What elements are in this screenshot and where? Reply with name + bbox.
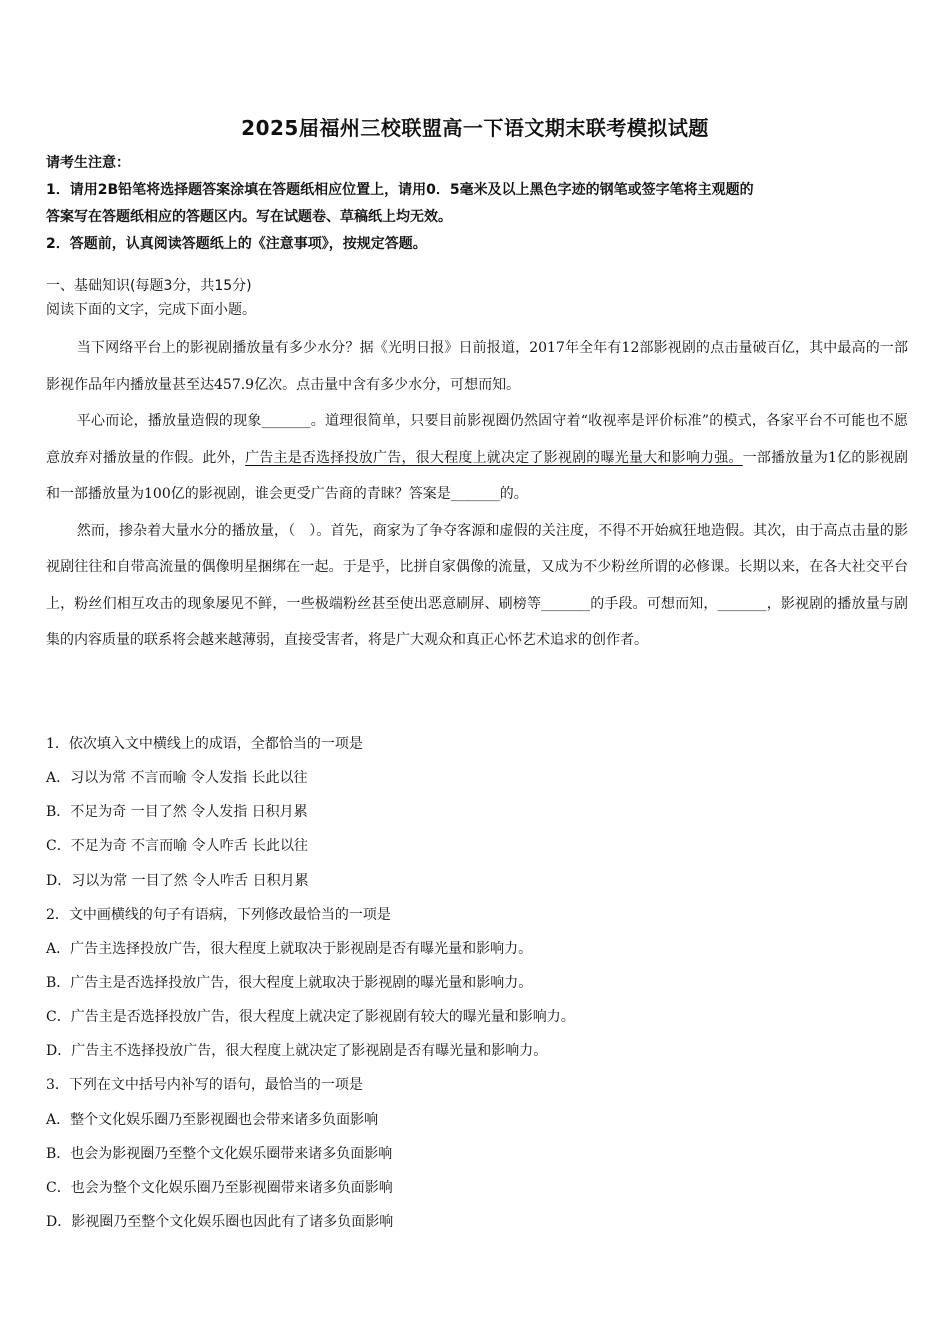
question-3-stem: 3．下列在文中括号内补写的语句，最恰当的一项是: [46, 1077, 363, 1094]
reading-passage: [46, 330, 908, 659]
passage-paragraph-2-part-b: 一部播放量为1亿的影视剧和一部播放量为100亿的影视剧，谁会更受广告商的青睐？答案是_______的。: [46, 449, 909, 502]
question-2-option-b: B．广告主是否选择投放广告，很大程度上就取决于影视剧的曝光量和影响力。: [46, 974, 533, 991]
notice-item-1-line-2: 答案写在答题纸相应的答题区内。写在试题卷、草稿纸上均无效。: [46, 209, 452, 225]
passage-paragraph-2-part-a: 平心而论，播放量造假的现象_______。道理很简单，只要目前影视圈仍然固守着“收视率是评价标准”的模式，各家平台不可能也不愿意放弃对播放量的作假。此外，: [46, 413, 908, 466]
passage-paragraph-3: 然而，掺杂着大量水分的播放量，（ ）。首先，商家为了争夺客源和虚假的关注度，不得不开始疯狂地造假。其次，由于高点击量的影视剧往往和自带高流量的偶像明星捆绑在一起。于是乎，比拼自家偶像的流量，又成为不少粉丝所谓的必修课。长期以来，在各大社交平台上，粉丝们相互攻击的现象屡见不鲜，一些极端粉丝甚至使出恶意刷屏、刷榜等_______的手段。可想而知，_______，影视剧的播放量与剧集的内容质量的联系将会越来越薄弱，直接受害者，将是广大观众和真正心怀艺术追求的创作者。: [46, 522, 908, 648]
question-1-option-c: C．不足为奇 不言而喻 令人咋舌 长此以往: [46, 838, 309, 855]
question-3-option-c: C．也会为整个文化娱乐圈乃至影视圈带来诸多负面影响: [46, 1179, 393, 1196]
question-1-stem: 1．依次填入文中横线上的成语，全都恰当的一项是: [46, 736, 363, 752]
exam-title: 2025届福州三校联盟高一下语文期末联考模拟试题: [241, 116, 709, 140]
section-instruction: 阅读下面的文字，完成下面小题。: [46, 302, 256, 318]
question-1-option-d: D．习以为常 一目了然 令人咋舌 日积月累: [46, 872, 309, 889]
question-3-option-d: D．影视圈乃至整个文化娱乐圈也因此有了诸多负面影响: [46, 1213, 394, 1230]
question-list: [46, 731, 908, 1243]
question-2-option-c: C．广告主是否选择投放广告，很大程度上就决定了影视剧有较大的曝光量和影响力。: [46, 1009, 575, 1026]
question-2-option-d: D．广告主不选择投放广告，很大程度上就决定了影视剧是否有曝光量和影响力。: [46, 1043, 548, 1060]
question-3-option-a: A．整个文化娱乐圈乃至影视圈也会带来诸多负面影响: [46, 1111, 379, 1128]
notice-heading: 请考生注意：: [46, 155, 130, 171]
passage-paragraph-1: 当下网络平台上的影视剧播放量有多少水分？据《光明日报》日前报道，2017年全年有12部影视剧的点击量破百亿，其中最高的一部影视作品年内播放量甚至达457.9亿次。点击量中含有多少水分，可想而知。: [46, 340, 908, 393]
notice-block: [46, 150, 908, 258]
question-2-option-a: A．广告主选择投放广告，很大程度上就取决于影视剧是否有曝光量和影响力。: [46, 940, 533, 957]
notice-item-1-line-1: 1．请用2B铅笔将选择题答案涂填在答题纸相应位置上，请用0．5毫米及以上黑色字迹的钢笔或签字笔将主观题的: [46, 182, 754, 198]
underlined-sentence: 广告主是否选择投放广告，很大程度上就决定了影视剧的曝光量大和影响力强。: [245, 449, 743, 466]
notice-item-2: 2．答题前，认真阅读答题纸上的《注意事项》，按规定答题。: [46, 236, 427, 252]
question-2-stem: 2．文中画横线的句子有语病，下列修改最恰当的一项是: [46, 906, 391, 923]
section-heading: 一、基础知识(每题3分，共15分): [46, 278, 252, 294]
passage-paragraph-2: [46, 403, 908, 513]
question-1-option-b: B．不足为奇 一目了然 令人发指 日积月累: [46, 804, 308, 821]
question-1-option-a: A．习以为常 不言而喻 令人发指 长此以往: [46, 770, 308, 787]
question-3-option-b: B．也会为影视圈乃至整个文化娱乐圈带来诸多负面影响: [46, 1145, 393, 1162]
